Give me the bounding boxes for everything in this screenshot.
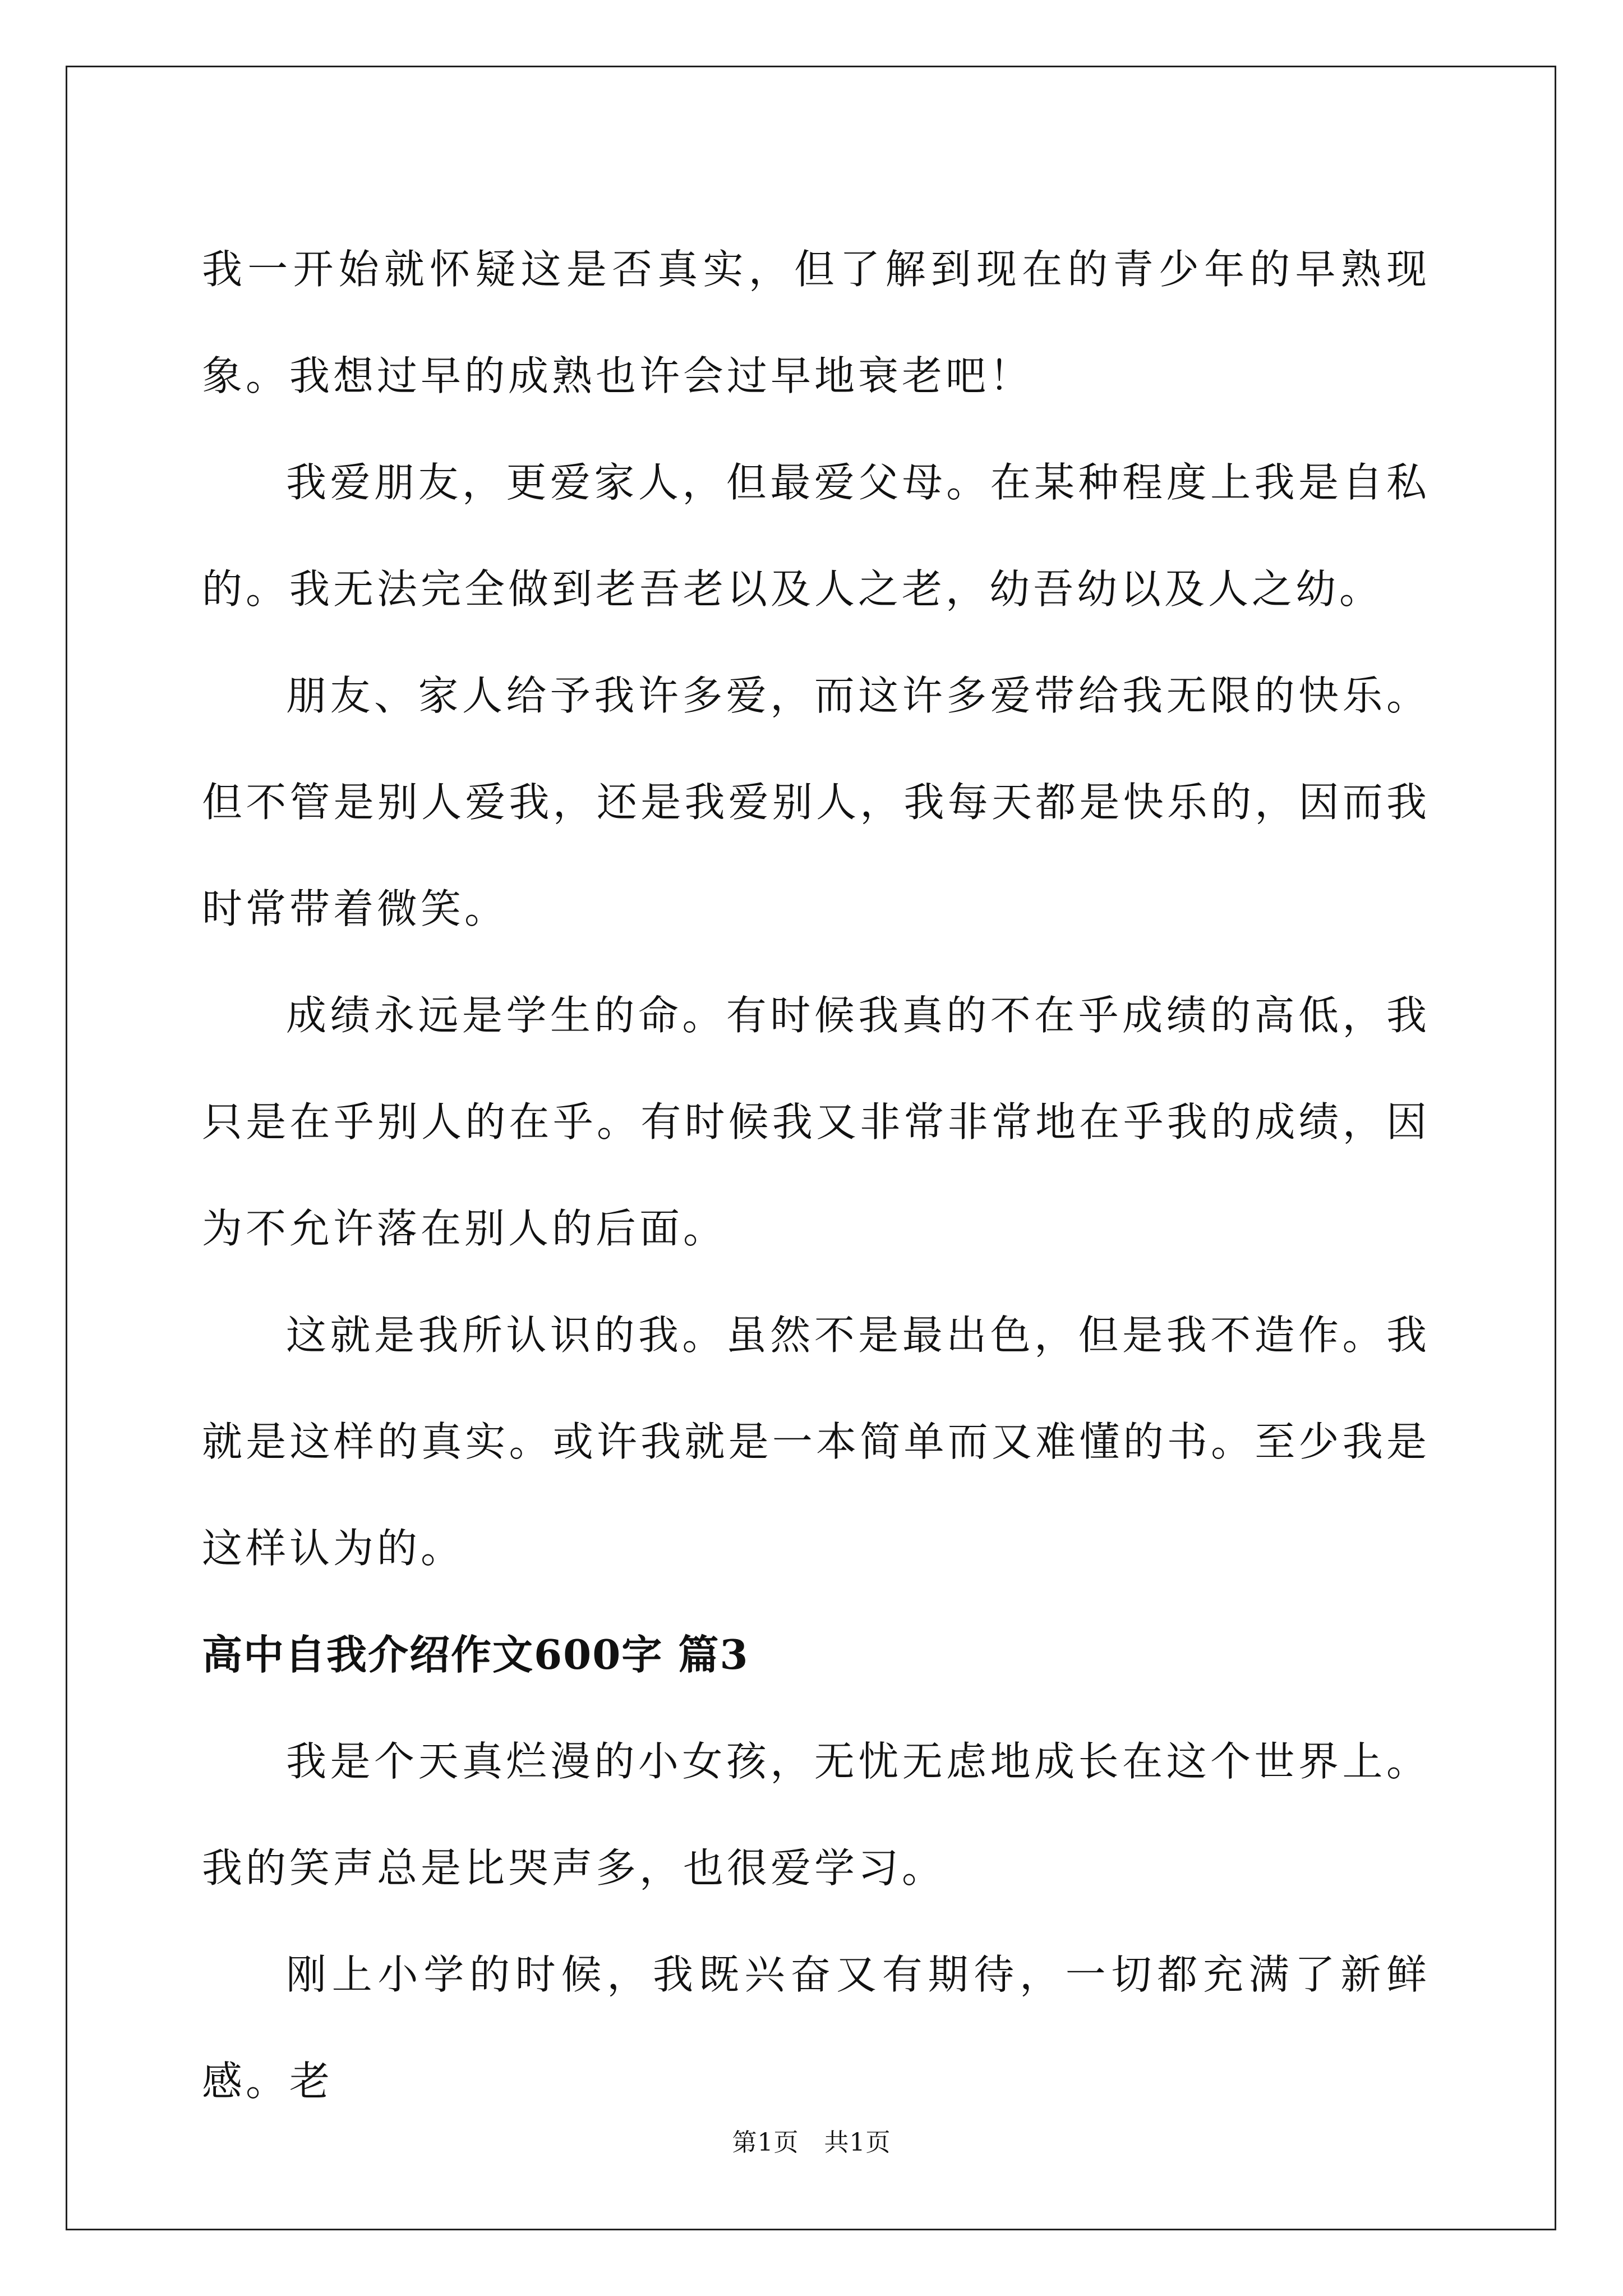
- paragraph: 我一开始就怀疑这是否真实，但了解到现在的青少年的早熟现象。我想过早的成熟也许会过早地衰老吧！: [202, 246, 1430, 399]
- paragraph: 我爱朋友，更爱家人，但最爱父母。在某种程度上我是自私的。我无法完全做到老吾老以及人之老，幼吾幼以及人之幼。: [202, 459, 1430, 613]
- paragraph: 刚上小学的时候，我既兴奋又有期待，一切都充满了新鲜感。老: [202, 1951, 1430, 2105]
- paragraph: 朋友、家人给予我许多爱，而这许多爱带给我无限的快乐。但不管是别人爱我，还是我爱别人，我每天都是快乐的，因而我时常带着微笑。: [202, 672, 1430, 932]
- paragraph: 我是个天真烂漫的小女孩，无忧无虑地成长在这个世界上。我的笑声总是比哭声多，也很爱学习。: [202, 1738, 1430, 1892]
- page-total: 共1页: [824, 2128, 891, 2157]
- document-body: [202, 216, 1430, 2134]
- section-heading: 高中自我介绍作文600字 篇3: [202, 1631, 749, 1678]
- paragraph: 成绩永远是学生的命。有时候我真的不在乎成绩的高低，我只是在乎别人的在乎。有时候我又非常非常地在乎我的成绩，因为不允许落在别人的后面。: [202, 992, 1430, 1252]
- paragraph: 这就是我所认识的我。虽然不是最出色，但是我不造作。我就是这样的真实。或许我就是一本简单而又难懂的书。至少我是这样认为的。: [202, 1312, 1430, 1572]
- page-number: 第1页: [732, 2128, 799, 2157]
- page-footer: [0, 2126, 1623, 2160]
